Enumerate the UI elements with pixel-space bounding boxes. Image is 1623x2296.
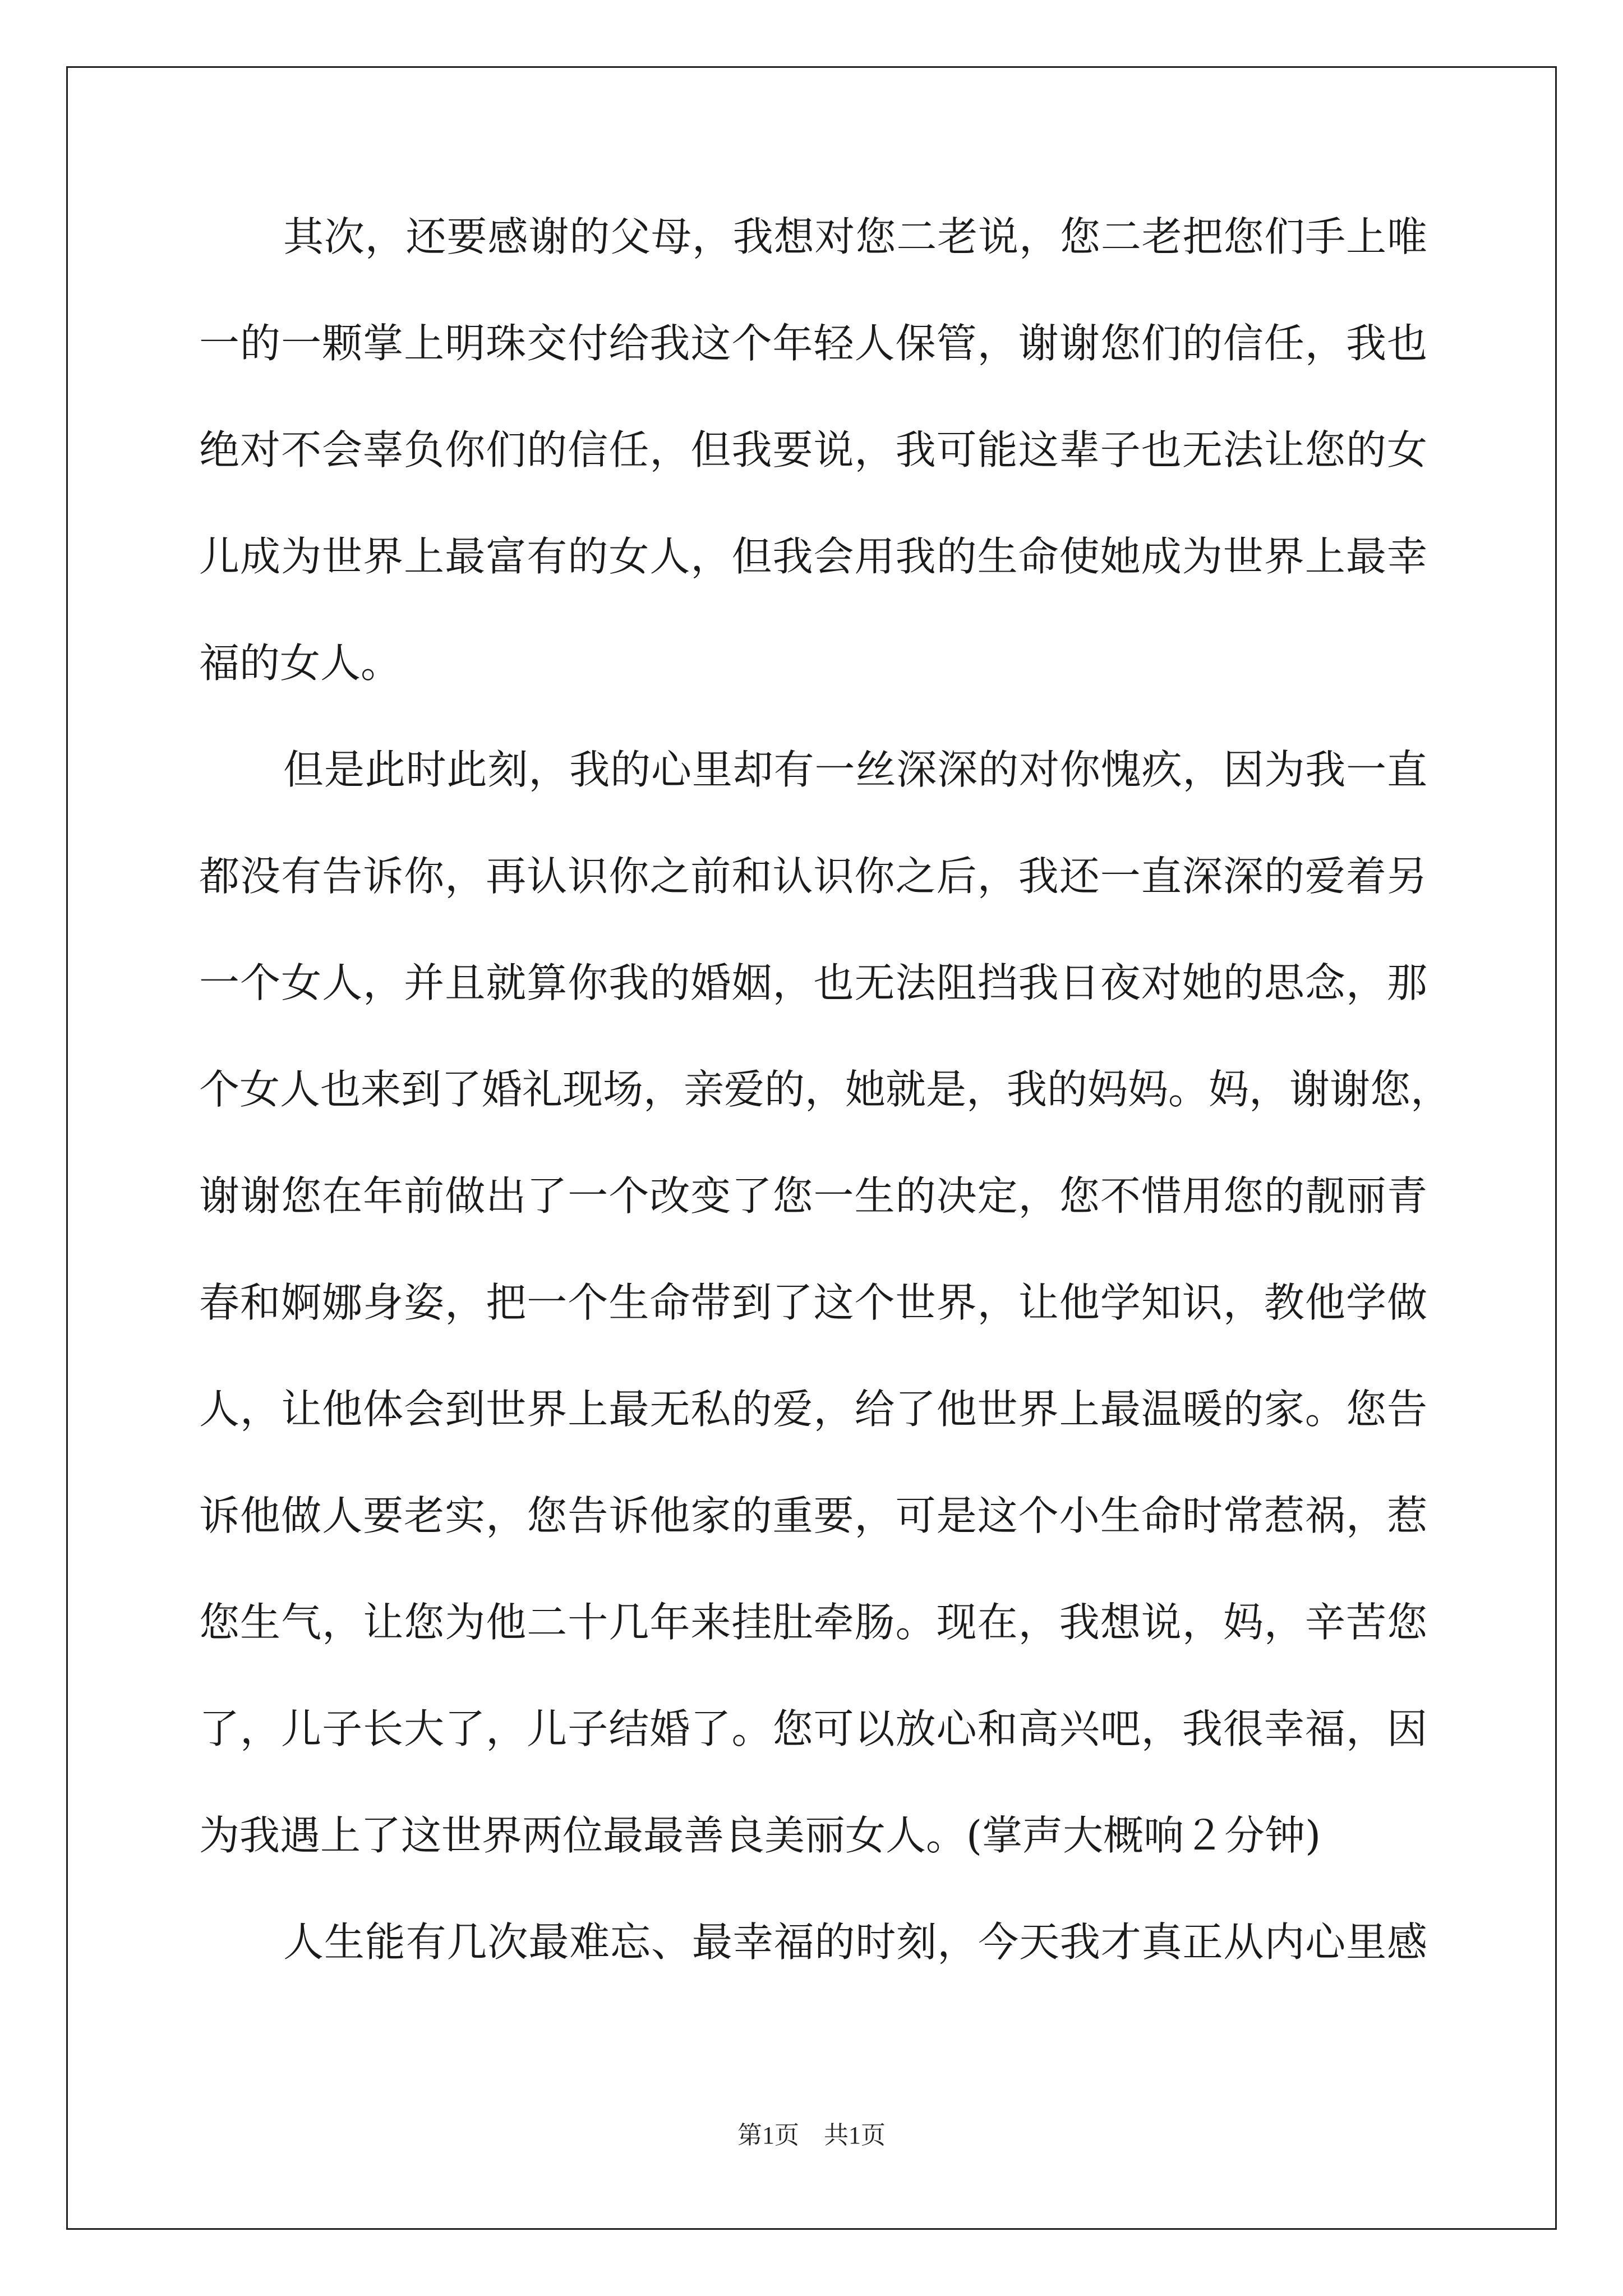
paragraph-line: 诉他做人要老实，您告诉他家的重要，可是这个小生命时常惹祸，惹	[199, 1492, 1427, 1539]
paragraph-line: 人，让他体会到世界上最无私的爱，给了他世界上最温暖的家。您告	[199, 1386, 1427, 1433]
paragraph-line: 人生能有几次最难忘、最幸福的时刻，今天我才真正从内心里感	[283, 1918, 1427, 1966]
paragraph-line: 都没有告诉你，再认识你之前和认识你之后，我还一直深深的爱着另	[199, 853, 1427, 900]
paragraph-line: 绝对不会辜负你们的信任，但我要说，我可能这辈子也无法让您的女	[199, 426, 1427, 473]
page-border	[66, 66, 1557, 2230]
paragraph-line: 一个女人，并且就算你我的婚姻，也无法阻挡我日夜对她的思念，那	[199, 959, 1427, 1006]
paragraph-line: 但是此时此刻，我的心里却有一丝深深的对你愧疚，因为我一直	[283, 746, 1427, 793]
page-number: 第1页 共1页	[737, 2122, 886, 2149]
paragraph-line: 为我遇上了这世界两位最最善良美丽女人。(掌声大概响２分钟)	[199, 1812, 1321, 1859]
paragraph-line: 春和婀娜身姿，把一个生命带到了这个世界，让他学知识，教他学做	[199, 1279, 1427, 1326]
paragraph-line: 了，儿子长大了，儿子结婚了。您可以放心和高兴吧，我很幸福，因	[199, 1705, 1427, 1752]
paragraph-line: 其次，还要感谢的父母，我想对您二老说，您二老把您们手上唯	[283, 213, 1427, 260]
paragraph-line: 谢谢您在年前做出了一个改变了您一生的决定，您不惜用您的靓丽青	[199, 1172, 1427, 1220]
paragraph-line: 您生气，让您为他二十几年来挂肚牵肠。现在，我想说，妈，辛苦您	[199, 1599, 1427, 1646]
paragraph-line: 儿成为世界上最富有的女人，但我会用我的生命使她成为世界上最幸	[199, 533, 1427, 580]
paragraph-line: 福的女人。	[199, 639, 402, 687]
paragraph-line: 个女人也来到了婚礼现场，亲爱的，她就是，我的妈妈。妈，谢谢您，	[199, 1066, 1451, 1113]
paragraph-line: 一的一颗掌上明珠交付给我这个年轻人保管，谢谢您们的信任，我也	[199, 320, 1427, 367]
